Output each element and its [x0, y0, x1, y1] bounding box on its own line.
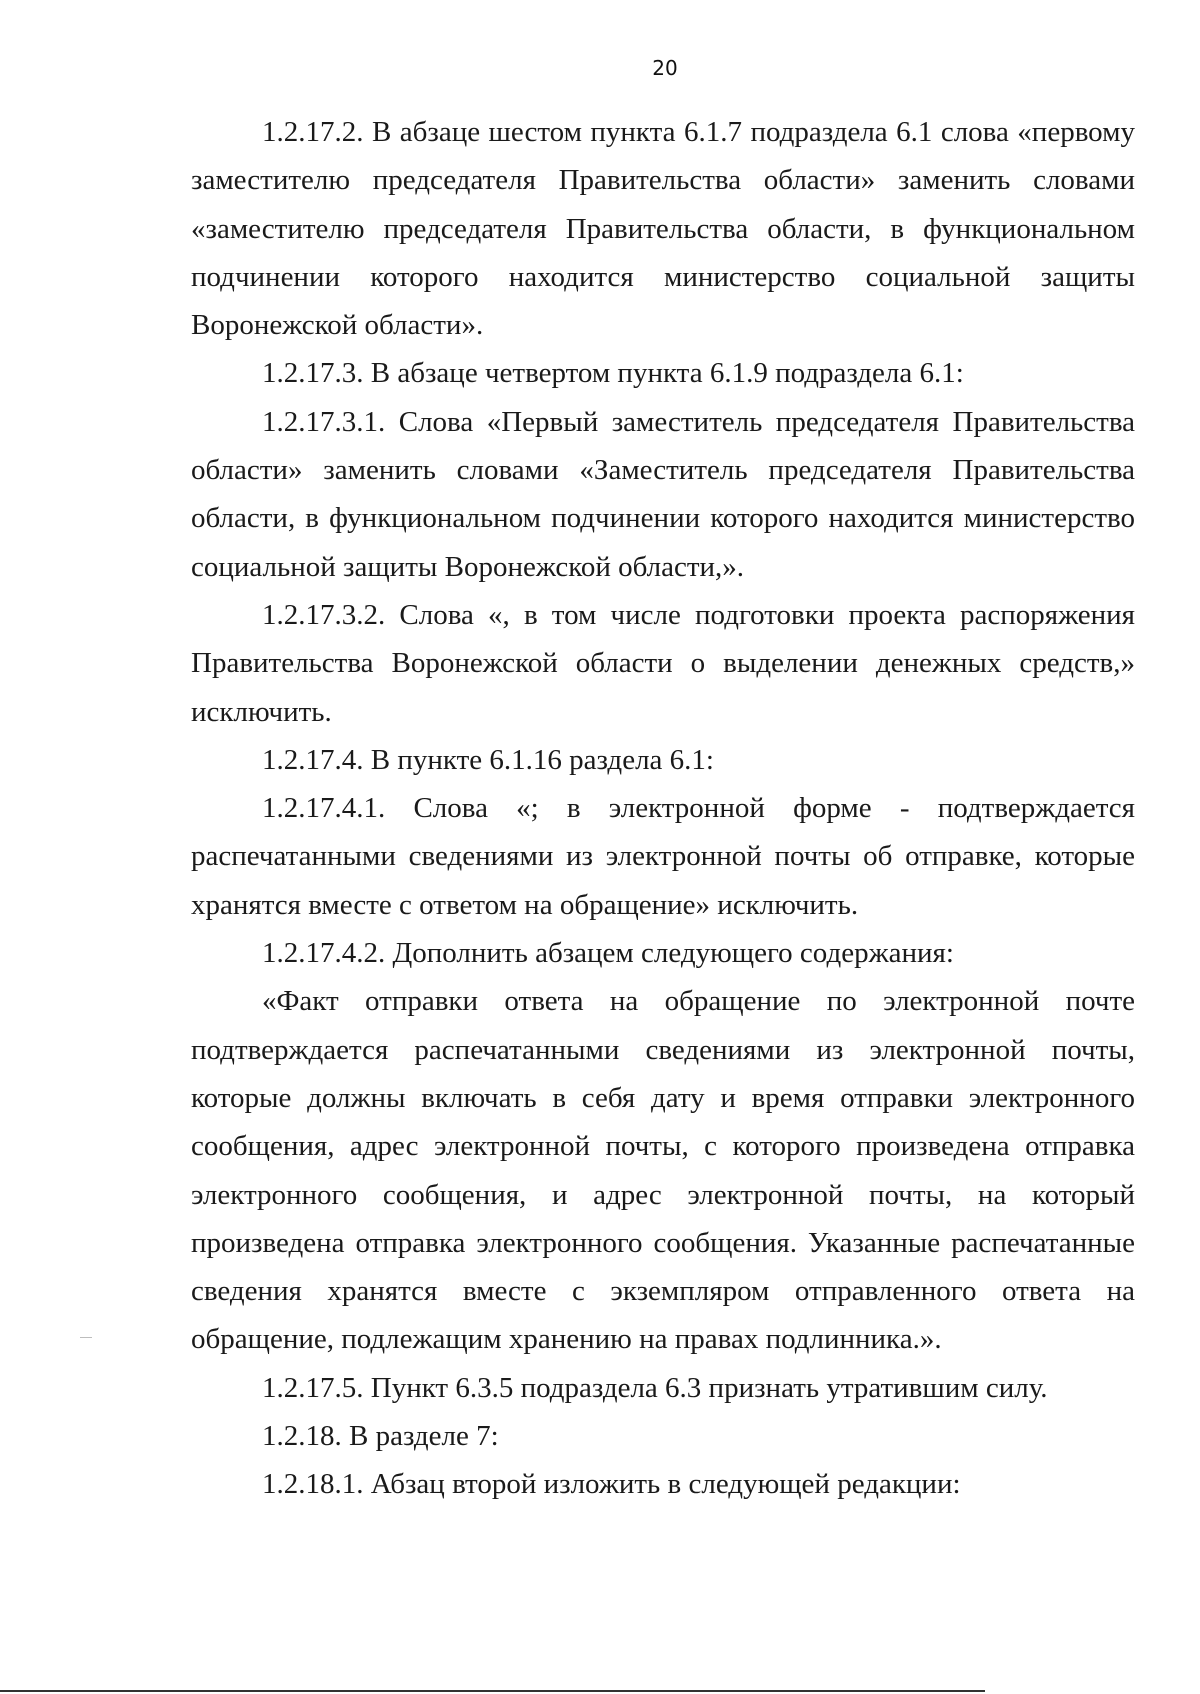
paragraph-1-2-18: 1.2.18. В разделе 7: [262, 1420, 499, 1453]
document-body [191, 108, 1135, 1509]
paragraph-1-2-17-4-2: 1.2.17.4.2. Дополнить абзацем следующего содержания: [262, 937, 954, 970]
paragraph-1-2-17-2: 1.2.17.2. В абзаце шестом пункта 6.1.7 подраздела 6.1 слова «первому заместителю председателя Правительства области» заменить словами «заместителю председателя Правительства области, в функциональном подчинении которого находится министерство социальной защиты Воронежской области». [191, 116, 1135, 342]
paragraph-1-2-17-4: 1.2.17.4. В пункте 6.1.16 раздела 6.1: [262, 743, 714, 776]
paragraph-1-2-18-1: 1.2.18.1. Абзац второй изложить в следующей редакции: [262, 1468, 961, 1501]
scan-artifact-mark [80, 1337, 92, 1338]
paragraph-1-2-17-3-1: 1.2.17.3.1. Слова «Первый заместитель председателя Правительства области» заменить словами «Заместитель председателя Правительства области, в функциональном подчинении которого находится министерство социальной защиты Воронежской области,». [191, 405, 1135, 583]
paragraph-quoted-addition: «Факт отправки ответа на обращение по электронной почте подтверждается распечатанными сведениями из электронной почты, которые должны включать в себя дату и время отправки электронного сообщения, адрес электронной почты, с которого произведена отправка электронного сообщения, и адрес электронной почты, на который произведена отправка электронного сообщения. Указанные распечатанные сведения хранятся вместе с экземпляром отправленного ответа на обращение, подлежащим хранению на правах подлинника.». [191, 985, 1135, 1356]
paragraph-1-2-17-4-1: 1.2.17.4.1. Слова «; в электронной форме - подтверждается распечатанными сведениями из электронной почты об отправке, которые хранятся вместе с ответом на обращение» исключить. [191, 792, 1135, 921]
page-bottom-edge [0, 1690, 985, 1692]
paragraph-1-2-17-3-2: 1.2.17.3.2. Слова «, в том числе подготовки проекта распоряжения Правительства Воронежской области о выделении денежных средств,» исключить. [191, 598, 1135, 728]
page-number: 20 [652, 56, 678, 80]
paragraph-1-2-17-3: 1.2.17.3. В абзаце четвертом пункта 6.1.9 подраздела 6.1: [262, 357, 964, 390]
paragraph-1-2-17-5: 1.2.17.5. Пункт 6.3.5 подраздела 6.3 признать утратившим силу. [262, 1371, 1048, 1404]
